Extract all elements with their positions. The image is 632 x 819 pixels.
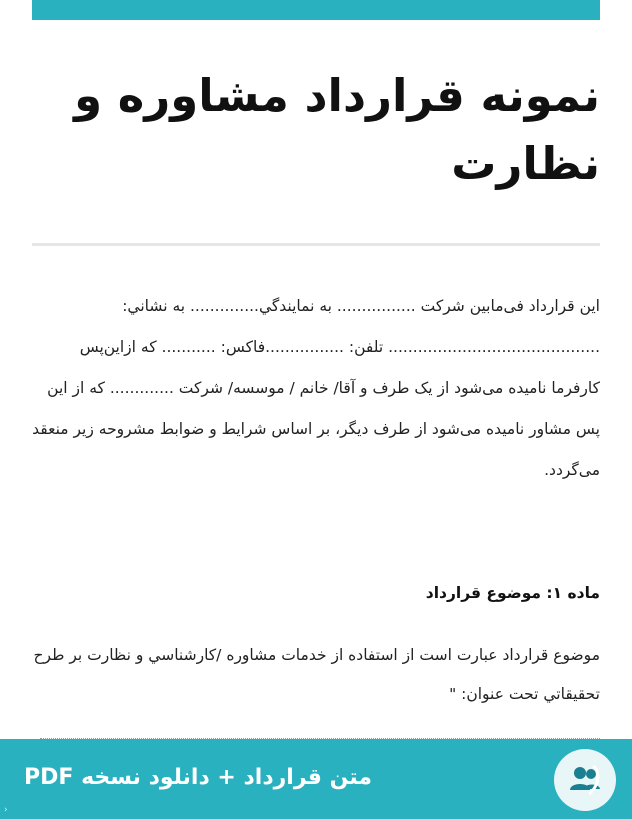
- section-1-body: موضوع قرارداد عبارت است از استفاده از خدمات مشاوره /کارشناسي و نظارت بر طرح تحقیقاتي تحت عنوان: ": [33, 646, 600, 703]
- users-icon: [565, 760, 605, 800]
- site-logo[interactable]: [554, 749, 616, 811]
- title-divider: [32, 243, 600, 246]
- top-accent-bar: [32, 0, 600, 20]
- corner-mark: ›: [4, 805, 8, 815]
- section-1-heading: ماده ۱: موضوع قرارداد: [425, 584, 600, 602]
- page-title: نمونه قرارداد مشاوره و نظارت: [74, 69, 600, 190]
- download-pdf-link[interactable]: متن قرارداد + دانلود نسخه PDF: [24, 765, 372, 790]
- contract-body: [32, 286, 600, 491]
- intro-paragraph: این قرارداد فی‌مابین شرکت ................ به نمایندگي.............. به نشاني: ........................................... تلفن: ................فاکس: ........... که ازاین‌پس کارفرما نامیده می‌شود از یک طرف و آقا/ خانم / موسسه/ شرکت ............. که از این پس مشاور نامیده می‌شود از طرف دیگر، بر اساس شرایط و ضوابط مشروحه زیر منعقد می‌گردد.: [32, 297, 600, 479]
- download-banner[interactable]: [0, 739, 632, 819]
